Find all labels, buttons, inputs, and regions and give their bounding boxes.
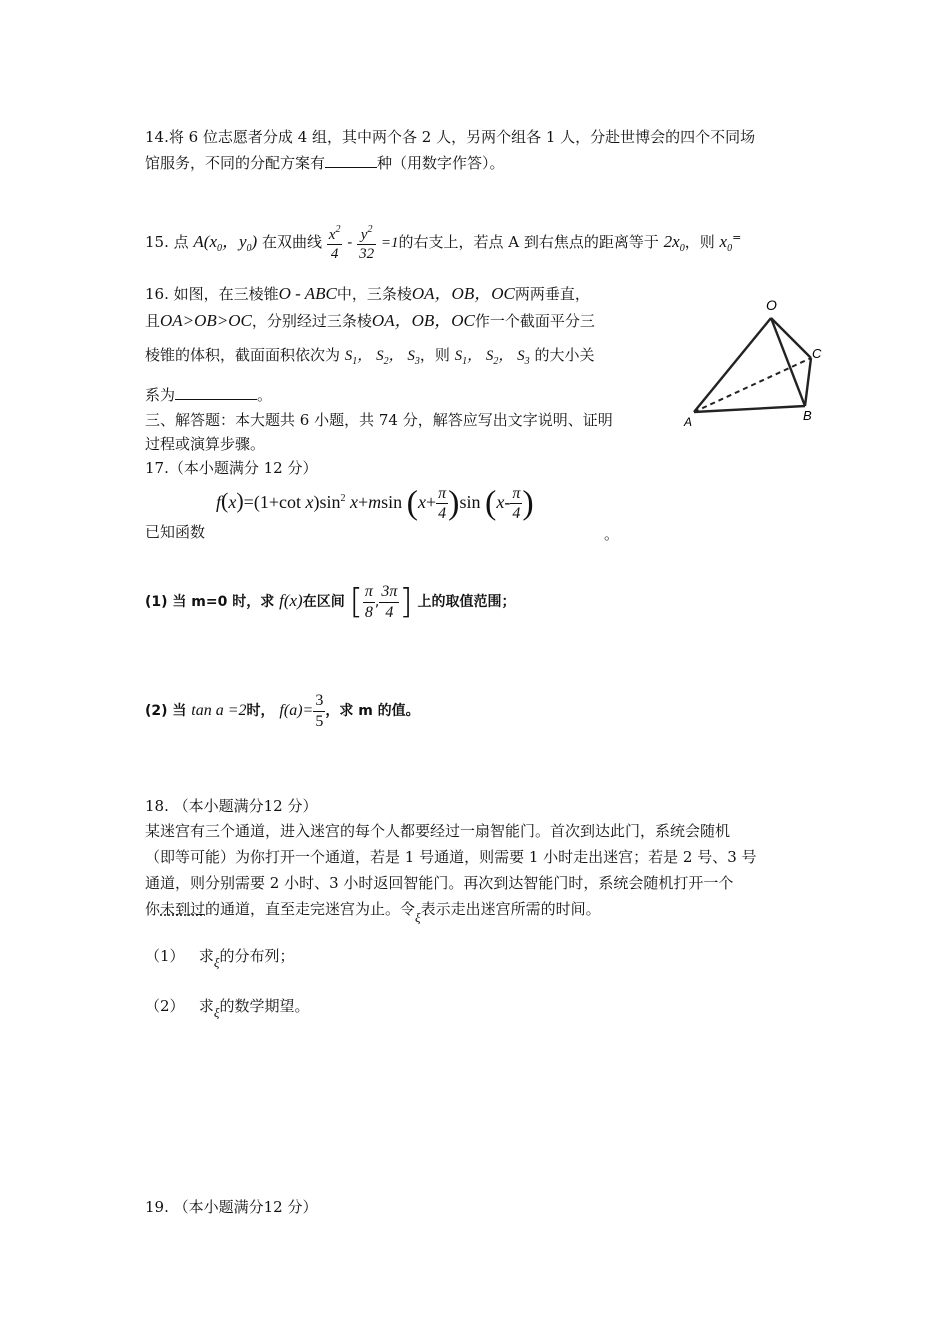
q16-line3: 棱锥的体积，截面面积依次为 $S_1$， $S_2$， $S_3$，则 $S_1$， $S_2$， $S_3$ 的大小关 (145, 346, 595, 367)
q17-part1: (1) 当 m=0 时，求 f(x)在区间 [ $\frac{\pi}{8}$ , $\frac{3\pi}{4}$ ] 上的取值范围； (145, 582, 516, 622)
edge-oa (694, 318, 771, 412)
q15-prefix: 15. 点 (145, 233, 189, 251)
vertex-o-label: O (766, 297, 777, 313)
q14-line2 (145, 152, 505, 174)
q16-line4: 系为 。 (145, 386, 273, 404)
q15 (145, 212, 741, 264)
q15-mid: 在双曲线 (262, 233, 323, 251)
vertex-a-label: A (684, 415, 693, 429)
q14-line2-text: 馆服务，不同的分配方案有 (145, 154, 326, 172)
q15-point: $A(x_0$，$y_0$) (193, 232, 258, 254)
tetrahedron-figure (680, 290, 830, 430)
answer-blank (175, 385, 257, 400)
q15-minus: - (347, 233, 353, 251)
q17-part2: (2) 当 tan a =2时， f(a)= $\frac{3}{5}$ ，求 m 的值。 (145, 692, 420, 730)
q18-part2: （2） 求ξ的数学期望。 (145, 997, 310, 1020)
q15-frac1: $\frac{x^2}{4}$ (328, 223, 341, 262)
q17-function: f(x)=(1+cot $x)\sin^2$ x+msin (x+ $\frac{\pi}{4}$ )sin (x- $\frac{\pi}{4}$ ) (216, 484, 534, 523)
edge-oc (771, 318, 811, 358)
vertex-b-label: B (803, 408, 812, 423)
section3-line2: 过程或演算步骤。 (145, 435, 266, 453)
q15-frac2: $\frac{y^2}{32}$ (359, 223, 375, 262)
q18-line1: 某迷宫有三个通道，进入迷宫的每个人都要经过一扇智能门。首次到达此门，系统会随机 (145, 822, 731, 840)
q15-text: 的右支上，若点 A 到右焦点的距离等于 (398, 233, 659, 251)
q17-known: 已知函数 (145, 523, 206, 541)
q17-period: 。 (604, 525, 620, 543)
edge-ab (694, 406, 805, 412)
q18-line3: 通道，则分别需要 2 小时、3 小时返回智能门。再次到达智能门时，系统会随机打开一个 (145, 874, 734, 892)
q15-eq: =1 (380, 235, 399, 251)
edge-ob (771, 318, 805, 406)
edge-ac-hidden (694, 358, 811, 412)
section3-line1: 三、解答题：本大题共 6 小题，共 74 分，解答应写出文字说明、证明 (145, 411, 613, 429)
q15-then: ，则 (684, 233, 715, 251)
q17-title: 17.（本小题满分 12 分） (145, 459, 318, 477)
q14-line2-end: 种（用数字作答）。 (377, 154, 505, 172)
q15-dist: $2x_0$ (663, 232, 685, 254)
q18-part1: （1） 求ξ的分布列； (145, 947, 295, 970)
q18-line4: 你未到过的通道，直至走完迷宫为止。令ξ表示走出迷宫所需的时间。 (145, 900, 601, 925)
q16-line2: 且OA>OB>OC，分别经过三条棱OA，OB，OC作一个截面平分三 (145, 311, 595, 330)
vertex-c-label: C (812, 346, 822, 361)
q16-line1: 16. 如图，在三棱锥O - ABC中，三条棱OA，OB，OC两两垂直， (145, 284, 590, 303)
q18-line2: （即等可能）为你打开一个通道，若是 1 号通道，则需要 1 小时走出迷宫；若是 2 号、3 号 (145, 848, 757, 866)
q14-line1: 14.将 6 位志愿者分成 4 组，其中两个各 2 人，另两个组各 1 人，分赴世博会的四个不同场 (145, 128, 756, 146)
edge-bc (805, 358, 811, 406)
answer-blank (325, 153, 377, 168)
q19-title: 19. （本小题满分12 分） (145, 1198, 318, 1216)
q15-ans-eq: = (732, 231, 742, 244)
q15-ans: $x_0$ (719, 232, 733, 254)
q18-title: 18. （本小题满分12 分） (145, 797, 318, 815)
